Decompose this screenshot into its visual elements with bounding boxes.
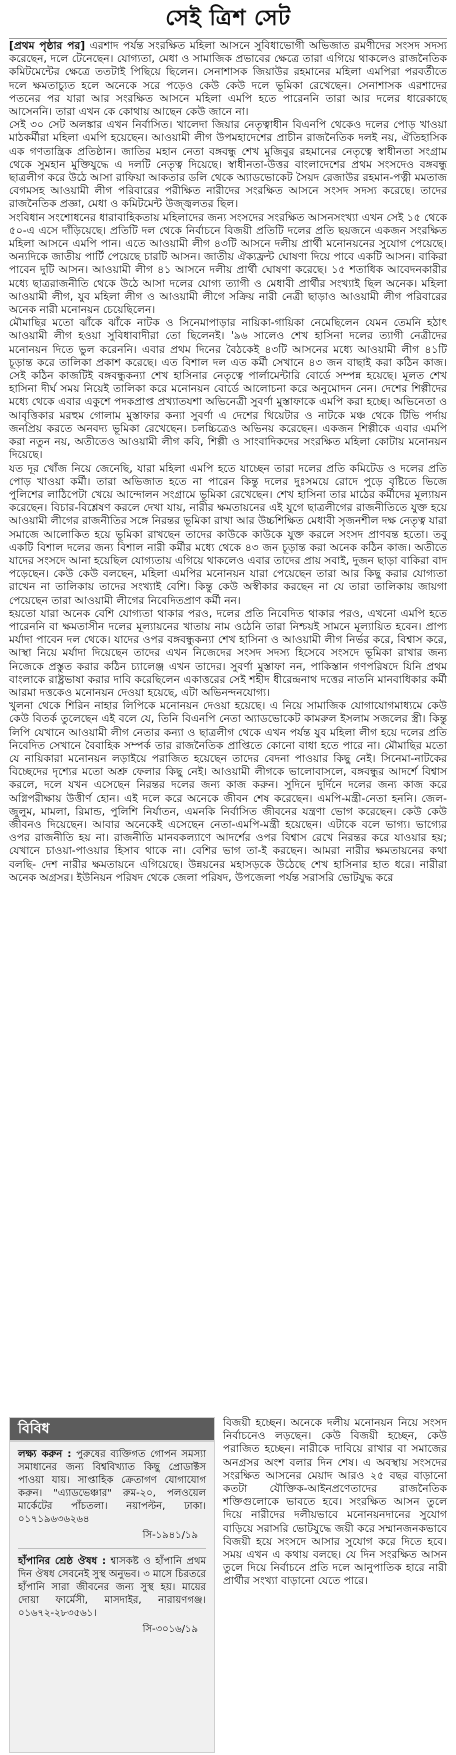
classified-ad bbox=[18, 1555, 206, 1620]
bottom-section bbox=[9, 1417, 447, 1755]
ad-text: শ্বাসকষ্ট ও হাঁপানি প্রথম দিন ঔষধ সেবনেই সুস্থ অনুভব। ৩ মাসে চিরতরে হাঁপানি সারা জীবনের জন্য সুস্থ হয়। মায়ের দোয়া ফার্মেসী, মাসদাইর, নারায়ণগঞ্জ। ০১৬৭২-২৮৩৫৬১। bbox=[18, 1556, 206, 1619]
paragraph-text: এরশাদ পর্যন্ত সংরক্ষিত মহিলা আসনে সুবিধাভোগী অভিজাত রমণীদের সংসদ সদস্য করেছেন, দলে টেনেছেন। যোগ্যতা, মেধা ও সামাজিক প্রভাবের ক্ষেত্রে তারা এগিয়ে থাকলেও রাজনৈতিক কমিটমেন্টের ক্ষেত্রে ততটাই পিছিয়ে ছিলেন। সেনাশাসক জিয়াউর রহমানের মহিলা এমপিরা পরবর্তীতে দলে ক্ষমতাচ্যুত হলে অনেকে সরে পড়েও কেউ কেউ দলে ভূমিকা রেখেছেন। সেনাশাসক এরশাদের পতনের পর যারা আর সংরক্ষিত আসনে মহিলা এমপি হতে পারেননি তারা আর দলের ধারেকাছে আসেননি। তারা এখন কে কোথায় আছেন কেউ জানে না। bbox=[9, 40, 447, 119]
article-paragraph: সংবিধান সংশোধনের ধারাবাহিকতায় মহিলাদের জন্য সংসদের সংরক্ষিত আসনসংখ্যা এখন সেই ১৫ থেকে ৫০-এ এসে দাঁড়িয়েছে। প্রতিটি দল থেকে নির্বাচনে বিজয়ী প্রতিটি দলের প্রতি ছয়জনে একজন সংরক্ষিত মহিলা আসনে এমপি পান। এতে আওয়ামী লীগ ৪৩টি আসনে দলীয় প্রার্থী মনোনয়নের সুযোগ পেয়েছে। অন্যদিকে জাতীয় পার্টি পেয়েছে চারটি আসন। জাতীয় ঐক্যফ্রন্ট ঘোষণা দিয়ে পাবে একটি আসন। বাকিরা পাবেন দুটি আসন। আওয়ামী লীগ ৪১ আসনে দলীয় প্রার্থী ঘোষণা করেছে। ১৫ শতাধিক আবেদনকারীর মধ্যে ছাত্ররাজনীতি থেকে উঠে আসা দলের যোগ্য ত্যাগী ও মেধাবী প্রার্থীর সংখ্যাই ছিল অনেক। মহিলা আওয়ামী লীগ, যুব মহিলা লীগ ও আওয়ামী লীগে সক্রিয় নারী নেত্রী ছাড়াও আওয়ামী লীগ পরিবারের অনেক নারী মনোনয়ন চেয়েছিলেন। bbox=[9, 211, 447, 317]
ad-code: সি-৩০১৬/১৯ bbox=[142, 1624, 198, 1635]
classified-body bbox=[10, 1442, 214, 1646]
article-paragraph: সেই ৩০ সেট অলঙ্কার এখন নির্বাসিত। খালেদা জিয়ার নেতৃত্বাধীন বিএনপি থেকেও দলের পোড় খাওয়া মাঠকর্মীরা মহিলা এমপি হয়েছেন। আওয়ামী লীগ উপমহাদেশের প্রাচীন রাজনৈতিক দলই নয়, ঐতিহাসিক এক গণতান্ত্রিক প্রতিষ্ঠান। জাতির মহান নেতা বঙ্গবন্ধু শেখ মুজিবুর রহমানের নেতৃত্বে স্বাধীনতা সংগ্রাম থেকে সুমহান মুক্তিযুদ্ধে এ দলটি নেতৃত্ব দিয়েছে। স্বাধীনতা-উত্তর বাংলাদেশের প্রথম সংসদেও বঙ্গবন্ধু ছাত্রলীগ করে উঠে আসা রাফিয়া আকতার ডলি থেকে অ্যাডভোকেট সৈয়দ রেজাউর রহমান-পত্নী মমতাজ বেগমসহ আওয়ামী লীগ পরিবারের পরীক্ষিত নারীদের সংরক্ষিত আসনে সংসদ সদস্য করেছে। তাদের রাজনৈতিক প্রজ্ঞা, মেধা ও কমিটমেন্ট উজ্জ্বলতর ছিল। bbox=[9, 119, 447, 211]
article-paragraph bbox=[9, 40, 447, 119]
article-paragraph: মৌমাছির মতো ঝাঁকে ঝাঁকে নাটক ও সিনেমাপাড়ার নায়িকা-গায়িকা নেমেছিলেন যেমন তেমনি হঠাৎ আওয়ামী লীগ হওয়া সুবিধাবাদীরা তো ছিলেনই। '৯৬ সালেও শেখ হাসিনা দলের ত্যাগী নেত্রীদের মনোনয়ন দিতে ভুল করেননি। এবার প্রথম দিনের বৈঠকেই ৪৩টি আসনের মধ্যে আওয়ামী লীগ ৪১টি চূড়ান্ত করে তালিকা প্রকাশ করেছে। এত বিশাল দল এত কর্মী সেখানে ৪৩ জন বাছাই করা কঠিন কাজ। সেই কঠিন কাজটিই বঙ্গবন্ধুকন্যা শেখ হাসিনার নেতৃত্বে পার্লামেন্টারি বোর্ডে সম্পন্ন হয়েছে। মূলত শেখ হাসিনা দীর্ঘ সময় নিয়েই তালিকা করে মনোনয়ন বোর্ডে আলোচনা করে অনুমোদন নেন। দেশের শিল্পীদের মধ্যে থেকে এবার একুশে পদকপ্রাপ্ত প্রখ্যাতযশা অভিনেত্রী সুবর্ণা মুস্তাফাকে এমপি করা হচ্ছে। অভিনেতা ও আবৃত্তিকার মরহুম গোলাম মুস্তাফার কন্যা সুবর্ণা এ দেশের থিয়েটার ও নাটকে মঞ্চ থেকে টিভি পর্দায় জনপ্রিয় করতে অনবদ্য ভূমিকা রেখেছেন। চলচ্চিত্রেও অভিনয় করেছেন। একজন শিল্পীকে এবার এমপি করা নতুন নয়, অতীতেও আওয়ামী লীগ কবি, শিল্পী ও সাংবাদিকদের সংরক্ষিত মহিলা কোটায় মনোনয়ন দিয়েছে। bbox=[9, 317, 447, 462]
article-paragraph: যত দূর খোঁজ নিয়ে জেনেছি, যারা মহিলা এমপি হতে যাচ্ছেন তারা দলের প্রতি কমিটেড ও দলের প্রতি পোড় খাওয়া কর্মী। তারা অভিজাত হতে না পারেন কিন্তু দলের দুঃসময়ে রোদে পুড়ে বৃষ্টিতে ভিজে পুলিশের লাঠিপেটা খেয়ে আন্দোলন সংগ্রামে ভূমিকা রেখেছেন। শেখ হাসিনা তার মাঠের কর্মীদের মূল্যায়ন করেছেন। বিচার-বিশ্লেষণ করলে দেখা যায়, নারীর ক্ষমতায়নের এই যুগে ছাত্রলীগের রাজনীতিতে যুক্ত হয়ে আওয়ামী লীগের রাজনীতির সঙ্গে নিরন্তর ভূমিকা রাখা আর উচ্চশিক্ষিত মেধাবী সৃজনশীল দক্ষ নেতৃত্ব যারা সমাজে আলোকিত হয়ে ভূমিকা রাখছেন তাদের কাউকে কাউকে যুক্ত করলে সংসদ প্রাণবন্ত হতো। তবু একটি বিশাল দলের জন্য বিশাল নারী কর্মীর মধ্যে থেকে ৪৩ জন চূড়ান্ত করা অনেক কঠিন কাজ। অতীতে যাদের সংসদে আনা হয়েছিল যোগ্যতায় এগিয়ে থাকলেও এবার তাদের প্রায় সবাই, দুজন ছাড়া বাকিরা বাদ পড়েছেন। কেউ কেউ বলছেন, মহিলা এমপির মনোনয়ন যারা পেয়েছেন তারা আর কিছু করার যোগ্যতা রাখেন না তালিকায় তাদের সংখ্যাই বেশি। কিন্তু কেউ অস্বীকার করছেন না যে তারা তালিকায় জায়গা পেয়েছেন তারা আওয়ামী লীগের নিবেদিতপ্রাণ কর্মী নন। bbox=[9, 462, 448, 607]
ad-label: হাঁপানির শ্রেষ্ঠ ঔষধ : bbox=[18, 1556, 106, 1567]
classified-ad bbox=[18, 1448, 206, 1526]
article-paragraph: হয়তো যারা অনেক বেশি যোগ্যতা থাকার পরও, দলের প্রতি নিবেদিত থাকার পরও, এখনো এমপি হতে পারেননি বা ক্ষমতাসীন দলের মূল্যায়নের খাতায় নাম ওঠেনি তারা নিশ্চয়ই সামনে মূল্যায়িত হবেন। প্রাপ্য মর্যাদা পাবেন দল থেকে। যাদের ওপর বঙ্গবন্ধুকন্যা শেখ হাসিনা ও আওয়ামী লীগ নির্ভর করে, বিশ্বাস করে, আস্থা নিয়ে মর্যাদা দিয়েছেন তাদের এখন নিজেদের সংসদ সদস্য হিসেবে সংসদে ভূমিকা রাখার জন্য নিজেকে প্রস্তুত করার কঠিন চ্যালেঞ্জ এখন তাদের। সুবর্ণা মুস্তাফা নন, পাকিস্তান গণপরিষদে যিনি প্রথম বাংলাকে রাষ্ট্রভাষা করার দাবি করেছিলেন একাত্তরের সেই শহীদ ধীরেন্দ্রনাথ দত্তের নাতনি মানবাধিকার কর্মী আরমা দত্তকেও মনোনয়ন দেওয়া হয়েছে, এটা অভিনন্দনযোগ্য। bbox=[9, 607, 448, 699]
news-page bbox=[9, 4, 448, 1635]
continuation-marker: [প্রথম পৃষ্ঠার পর] bbox=[9, 40, 86, 52]
ad-text: পুরুষের ব্যক্তিগত গোপন সমস্যা সমাধানের জন্য বিশ্ববিখ্যাত কিছু প্রোডাক্টস পাওয়া যায়। সাপ্তাহিক ক্রেতাগণ যোগাযোগ করুন। "এ্যাডভেঞ্চার" রুম-২০, পলওয়েল মার্কেটের পাঁচতলা। নয়াপল্টন, ঢাকা। ০১৭১৯৬৩৬২৬৪ bbox=[18, 1449, 206, 1525]
ad-label: লক্ষ্য করুন : bbox=[18, 1449, 72, 1460]
article-continuation: বিজয়ী হচ্ছেন। অনেকে দলীয় মনোনয়ন নিয়ে সংসদ নির্বাচনেও লড়ছেন। কেউ বিজয়ী হচ্ছেন, কেউ পরাজিত হচ্ছেন। নারীকে দাবিয়ে রাখার বা সমাজের অনগ্রসর অংশ বলার দিন শেষ। এ অবস্থায় সংসদের সংরক্ষিত আসনের মেয়াদ আরও ২৫ বছর বাড়ানো কতটা যৌক্তিক-আইনপ্রণেতাদের রাজনৈতিক শক্তিগুলোকে ভাবতে হবে। সংরক্ষিত আসন তুলে দিয়ে নারীদের দলীয়ভাবে মনোনয়নদানের সুযোগ বাড়িয়ে সরাসরি ভোটযুদ্ধে জয়ী করে সম্মানজনকভাবে বিজয়ী হয়ে সংসদে আসার সুযোগ করে দিতে হবে। সময় এখন এ কথায় বলছে। যে দিন সংরক্ষিত আসন তুলে দিয়ে নির্বাচনে প্রতি দলে আনুপাতিক হারে নারী প্রার্থীর সংখ্যা বাড়ানো যেতে পারে। bbox=[223, 1417, 447, 1588]
article-paragraph: খুলনা থেকে শিরিন নাহার লিপিকে মনোনয়ন দেওয়া হয়েছে। এ নিয়ে সামাজিক যোগাযোগমাধ্যমে কেউ কেউ বিতর্ক তুলেছেন এই বলে যে, তিনি বিএনপি নেতা অ্যাডভোকেট কামরুল ইসলাম সজলের স্ত্রী। কিন্তু লিপি যেখানে আওয়ামী লীগ নেতার কন্যা ও ছাত্রলীগ থেকে এখন পর্যন্ত যুব মহিলা লীগ হয়ে দলের প্রতি নিবেদিত সেখানে বৈবাহিক সম্পর্ক তার রাজনৈতিক প্রাপ্তিতে কোনো বাধা হতে পারে না। মৌমাছির মতো যে নায়িকারা মনোনয়ন লড়াইয়ে পরাজিত হয়েছেন তাদের বেদনা পাওয়ার কিছু নেই। সিনেমা-নাটকের বিচ্ছেদের দৃশ্যের মতো অশ্রু ফেলার কিছু নেই। আওয়ামী লীগকে ভালোবাসলে, বঙ্গবন্ধুর আদর্শে বিশ্বাস করলে, দলে যখন এসেছেন নিরন্তর দলের জন্য কাজ করুন। সুদিনে দুর্দিনে দলের জন্য কাজ করে অগ্নিপরীক্ষায় উত্তীর্ণ হোন। এই দলে করে অনেকে জীবন শেষ করেছেন। এমপি-মন্ত্রী-নেতা হননি। জেল-জুলুম, মামলা, রিমান্ড, পুলিশি নির্যাতন, এমনকি নির্বাসিত জীবনের যন্ত্রণা ভোগ করেছেন। কেউ কেউ জীবনও দিয়েছেন। আবার অনেকেই এসেছেন নেতা-এমপি-মন্ত্রী হয়েছেন। এটাকে বলে ভাগ্য। ভাগ্যের ওপর রাজনীতি হয় না। রাজনীতি মানবকল্যাণে আদর্শের ওপর বিশ্বাস রেখে নিরন্তর করে যাওয়ার হয়; যেখানে চাওয়া-পাওয়ার হিসাব থাকে না। বেশির ভাগ তা-ই করছেন। আমরা নারীর ক্ষমতায়নের কথা বলছি- দেশ নারীর ক্ষমতায়নে এগিয়েছে। উন্নয়নের মহাসড়কে উঠেছে শেখ হাসিনার হাত ধরে। নারীরা অনেক অগ্রসর। ইউনিয়ন পরিষদ থেকে জেলা পরিষদ, উপজেলা পর্যন্ত সরাসরি ভোটযুদ্ধ করে bbox=[9, 700, 447, 884]
classified-box bbox=[9, 1417, 215, 1753]
ad-divider bbox=[18, 1548, 206, 1549]
classified-title: বিবিধ bbox=[10, 1418, 214, 1442]
headline-text: সেই ত্রিশ সেট bbox=[165, 6, 291, 31]
headline-rule bbox=[9, 38, 447, 39]
article-headline bbox=[9, 4, 447, 40]
article-body bbox=[9, 40, 447, 885]
ad-code: সি-১৯৪১/১৯ bbox=[142, 1530, 198, 1541]
